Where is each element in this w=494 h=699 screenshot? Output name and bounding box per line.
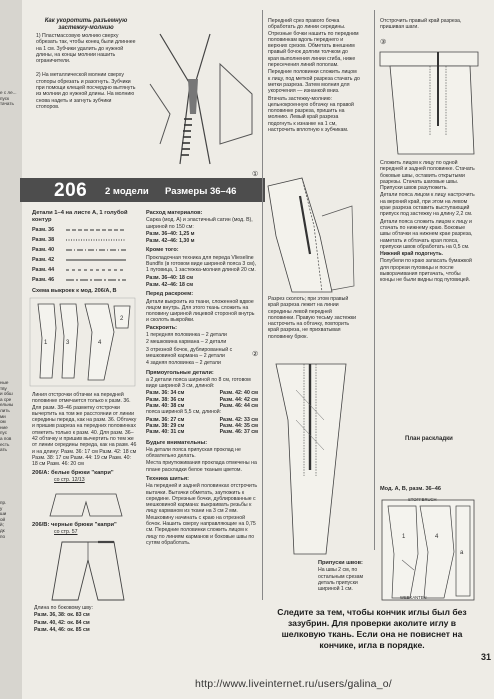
rect-size: Разм. 42: 40 см: [219, 390, 258, 397]
rect-title: Прямоугольные детали:: [146, 369, 214, 376]
cut-item-3: 3 отрезной бочок, дублированный с мешковиной кармана – 2 детали: [146, 346, 233, 359]
rect-text-2: пояса шириной 5,5 см, длиной:: [146, 409, 222, 416]
edge-text: е с ле... пуск тачать: [0, 90, 17, 107]
rect-size: Разм. 40: 31 см: [146, 429, 185, 436]
size-legend: [32, 225, 132, 285]
cut-title: Перед раскроем:: [146, 291, 194, 298]
attention-text-2: Места приутюживания проклада отмечены на плане раскладки белое тканым цветом.: [146, 460, 257, 473]
model-a-label: [32, 470, 138, 485]
column-divider: [374, 10, 375, 550]
model-b-label: [32, 522, 138, 537]
instructions-column-2: [268, 296, 360, 341]
rect-size: Разм. 44: 35 см: [219, 422, 258, 429]
size-38: Разм. 38: [32, 236, 55, 243]
trousers-sketch-a: [36, 490, 136, 518]
svg-text:а: а: [460, 550, 464, 556]
waistband-figure: [378, 46, 480, 156]
instr-4: Разрез сколоть; при этом правый край разреза лежит на линии середины левой передней половинки. Правую тесьму застежки настрочить на обтачку, повторить край разреза, не прихватывая половинку брюк.: [268, 296, 356, 340]
details-title: Детали 1–4 на листе А, 1 голубой контур: [32, 210, 128, 223]
figure-2-marker: ②: [252, 351, 259, 358]
instr-1: Передний срез правого бочка обработать до линии середины. Отрезные бочки нашить по передним половинкам вдоль переднего и верхних срезов. Обметать внешним правый бочок долгим толчком до края выполнения линии сгиба, ниже пересечения линий пополам.: [268, 18, 359, 69]
zipper-tip: [36, 18, 136, 111]
length-row-3: Разм. 44, 46: ок. 85 см: [34, 626, 90, 633]
zipper-insertion-figure: [262, 176, 358, 294]
rect-size: Разм. 46: 44 см: [219, 403, 258, 410]
model-sizes: Размеры 36–46: [165, 186, 237, 197]
length-title: Длина по боковому шву:: [34, 605, 93, 611]
tech-title: Техника шитья:: [146, 475, 189, 482]
rect-size: Разм. 38: 29 см: [146, 422, 185, 429]
rect-size: Разм. 36: 27 см: [146, 416, 185, 423]
also-title: Кроме того:: [146, 247, 179, 254]
zipper-step-1: 1) Пластмассовую молнию сверху обрезать так, чтобы конец были длиннее на 1 см. Зубчики удалить до нужной длины, на концы молнии нашить ограничители.: [36, 33, 136, 65]
zipper-heading: Как укоротить разъемную застежку-молнию: [44, 18, 128, 31]
materials-text: Сарка (мод. А) и эластичный сатин (мод. В), шириной по 150 см:: [146, 217, 253, 230]
pattern-schema: [30, 298, 135, 386]
assembly-1: Сложить лицом к лицу по одной передней и задней половинке. Стачать боковые швы, оставить открытыми разрезы. Стачать шаговые швы. Припуски швов разутюжить.: [380, 160, 475, 192]
also-row-2: Разм. 42–46: 18 см: [146, 281, 194, 288]
details-block: [32, 210, 132, 285]
size-44: Разм. 44: [32, 266, 55, 273]
zipper-step-2: 2) На металлической молнии сверху стопоры обрезать и разогнуть. Зубчики при помощи клещей посчердно вытянуть из молнии до нужной длины. На молнию снова надеть и загнуть зубчики стопоров.: [36, 72, 136, 110]
svg-text:1: 1: [402, 534, 406, 540]
rect-size: Разм. 40: 38 см: [146, 403, 185, 410]
svg-text:2: 2: [120, 316, 124, 322]
model-a-title: 206/А: белые брюки "капри": [32, 470, 114, 476]
cut-list-title: Раскроить:: [146, 324, 177, 331]
materials-column: [146, 210, 258, 547]
watermark-url: http://www.liveinternet.ru/users/galina_o/: [195, 678, 392, 690]
plan-title: План раскладки: [405, 436, 453, 442]
schema-notes: [32, 392, 138, 469]
cut-text: Детали выкроить из ткани, сложенной вдвое лицом внутрь. Для этого ткань сложить на половину шириной лицевой стороной внутрь и сколоть выкройки.: [146, 298, 255, 324]
size-40: Разм. 40: [32, 246, 55, 253]
length-info: [34, 605, 134, 634]
instr-2: Передние половинки сложить лицом к лицу, под меткой разреза стачать до метки разреза. Затем молния для укорочения — изнанкой вниз.: [268, 69, 360, 95]
schema-text: Линия отстрочки обтачки на передней половинке отмечается только к разм. 36. Для разм. 38–46 разметку отстрочки вычертить на том же расстоянии от линии середины переда, как на разм. 36. Обтачку и пришив разреза на передних половинках отметить только к разм. 40. Для разм. 36–42 обтачку и пришив вычертить по тем же от линии середины переда, как на разм. 46 и на длину: Разм. 36: 17 см Разм. 42: 18 см Разм. 38: 17 см Разм. 44: 19 см Разм. 40: 18 см Разм. 46: 20 см: [32, 392, 137, 468]
plan-sizes: Мод. А, В, разм. 36–46: [380, 486, 441, 492]
svg-text:1: 1: [44, 340, 48, 346]
fold-label: STOFFBRUCH: [408, 497, 437, 502]
model-count: 2 модели: [105, 186, 149, 197]
figure-1-marker: ①: [252, 171, 259, 178]
edge-text: ные тву и обш а сре ельны лить ми ом ние пус а пов есть ать: [0, 380, 14, 453]
also-text: Прокладочная техника для переда Vlieseline Bundfix (в готовом виде шириной пояса 3 см), 1 пуговица, 1 застежка-молния длиной 20 см.: [146, 254, 257, 274]
length-row-1: Разм. 36, 38: ок. 83 см: [34, 612, 90, 619]
svg-text:3: 3: [66, 340, 70, 346]
size-42: Разм. 42: [32, 256, 55, 263]
rect-size: Разм. 42: 33 см: [219, 416, 258, 423]
assembly-2: Детали пояса лицом к лицу настрочить на верхний край, при этом на левом крае разреза оставить выступающий припуск под застежку на длину 2,2 см.: [380, 192, 475, 218]
model-b-title: 206/В: черные брюки "капри": [32, 522, 117, 528]
figure-3-marker: ③: [380, 39, 387, 46]
size-36: Разм. 36: [32, 226, 55, 233]
assembly-5: Полубели по краю запасать бумажкой для прорези пуговицы и после выворачивания притачать, чтобы концы не были видны под пуговицей.: [380, 258, 472, 284]
cut-item-2: 2 мешковина кармана – 2 детали: [146, 339, 227, 346]
tech-text: На передней и задней половинках отстрочить вытачки. Вытачки обметать, заутюжить к середине. Отрезные бочки, дублированные с мешковиной кармана: выкраивать резьбы к лицу карманом из ткани на 3 см 2 мм. Мешковину начинать с краю на отрезной бочок. Нашить сверху направляющие на 0,75 см. Передние половинки сложить лицом к лицу по линиям карманов и боковые швы по сутям обработать.: [146, 483, 258, 546]
schema-title-wrap: [32, 288, 136, 295]
cut-item-1: 1 передняя половинка – 2 детали: [146, 332, 227, 339]
selvedge-label: WEBKANTEN: [400, 595, 427, 600]
page-number: 31: [481, 652, 492, 662]
cutting-layout-plan: [380, 494, 480, 602]
top-label: Отстрочить правый край разреза, пришивая шаги.: [380, 18, 462, 31]
materials-row-2: Разм. 42–46: 1,30 м: [146, 238, 195, 245]
rect-size: Разм. 46: 37 см: [219, 429, 258, 436]
zipper-illustration: [140, 24, 260, 174]
rect-size: Разм. 44: 42 см: [219, 396, 258, 403]
edge-text: пр. у ши ой й; дк по: [0, 500, 7, 539]
attention-title: Будьте внимательны:: [146, 439, 208, 446]
trousers-sketch-b: [40, 540, 136, 602]
attention-text: На детали пояса припуская проклад не обязательно делать.: [146, 446, 241, 460]
also-row-1: Разм. 36–40: 18 см: [146, 274, 194, 281]
needle-tip: Следите за тем, чтобы кончик иглы был без зазубрин. Для проверки аколите иглу в шелковую ткань. Если она не повиснет на кончике, игла в порядке.: [277, 607, 467, 650]
assembly-3: Детали пояса сложить лицом к лицу и стачать по нижнему краю. Боковые швы обтачки на нижнем крае разреза, наметать и обтачать края пояса, припуски швов обработать на 0,5 см.: [380, 218, 473, 250]
cut-item-4: 4 задняя половинка – 2 детали: [146, 360, 221, 367]
rect-size: Разм. 36: 34 см: [146, 390, 185, 397]
materials-row-1: Разм. 36–40: 1,25 м: [146, 230, 195, 237]
instructions-column: [268, 18, 360, 134]
allowance-title: Припуски швов:: [318, 560, 363, 566]
model-b-page: со стр. 57: [54, 529, 78, 536]
assembly-4: Нижний край подогнуть.: [380, 251, 443, 258]
allowance-text: На швы 2 см, по остальным срезам деталь припуски шириной 1 см.: [318, 567, 364, 593]
materials-title: Расход материалов:: [146, 210, 203, 216]
rect-size: Разм. 38: 36 см: [146, 396, 185, 403]
seam-allowance-note: [318, 560, 378, 593]
svg-text:4: 4: [98, 340, 102, 346]
zipper-stitching-figure: [266, 360, 366, 555]
svg-text:4: 4: [435, 534, 439, 540]
length-row-2: Разм. 40, 42: ок. 84 см: [34, 619, 90, 626]
model-a-page: со стр. 12/13: [54, 477, 85, 484]
instr-3: Втачать застежку-молнию: цельнокроенную обтачку на правой половинке разреза, пришить на молнию. Левый край разреза подогнуть к изнанке на 1 см, настрочить вплотную к зубчикам.: [268, 95, 354, 134]
model-number: 206: [54, 180, 88, 201]
neighbor-page-edge: [0, 0, 22, 699]
rect-text: а 2 детали пояса шириной по 8 см, готовом виде шириной 3 см, длиной:: [146, 376, 251, 390]
assembly-column: [380, 160, 476, 285]
schema-title: Схема выкроек к мод. 206/А, В: [32, 288, 117, 294]
size-46: Разм. 46: [32, 276, 55, 283]
column-divider: [262, 10, 263, 600]
top-label-wrap: [380, 18, 475, 32]
